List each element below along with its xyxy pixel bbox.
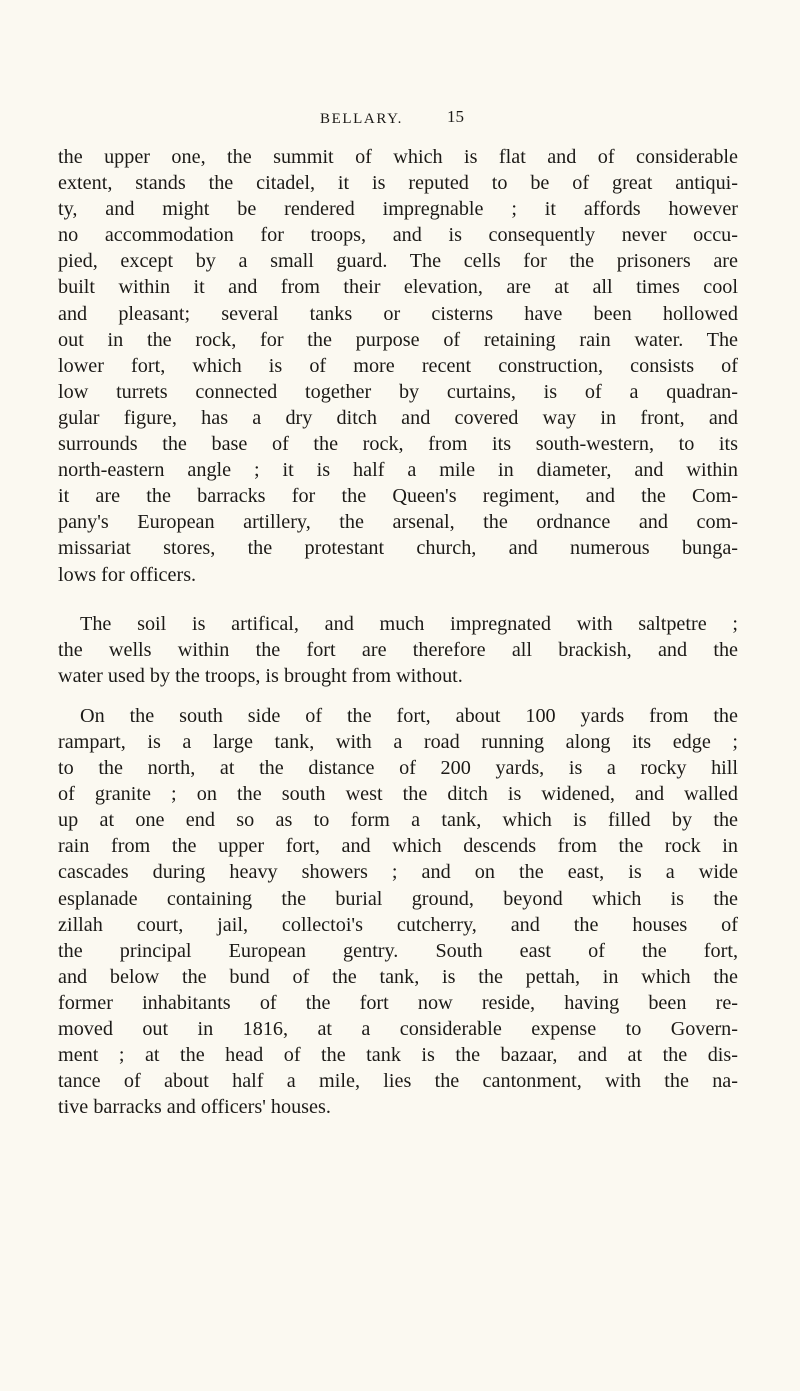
text-line: The soil is artifical, and much impregnated with saltpetre ; (80, 612, 738, 635)
text-line: zillah court, jail, collectoi's cutcherry, and the houses of (58, 913, 738, 936)
body-text (58, 144, 738, 1120)
text-line: lower fort, which is of more recent construction, consists of (58, 354, 738, 377)
text-line: gular figure, has a dry ditch and covered way in front, and (58, 406, 738, 429)
text-line: and below the bund of the tank, is the pettah, in which the (58, 965, 738, 988)
paragraph-gap (58, 588, 738, 611)
paragraph-gap (58, 689, 738, 703)
text-line: the principal European gentry. South east of the fort, (58, 939, 738, 962)
text-line: water used by the troops, is brought from without. (58, 664, 463, 687)
text-line: to the north, at the distance of 200 yards, is a rocky hill (58, 757, 738, 780)
text-line: tance of about half a mile, lies the cantonment, with the na- (58, 1070, 738, 1093)
text-line: missariat stores, the protestant church, and numerous bunga- (58, 537, 738, 560)
text-line: built within it and from their elevation, are at all times cool (58, 276, 738, 299)
text-line: up at one end so as to form a tank, which is filled by the (58, 809, 738, 832)
text-line: pied, except by a small guard. The cells for the prisoners are (58, 250, 738, 273)
text-line: tive barracks and officers' houses. (58, 1096, 331, 1119)
text-line: low turrets connected together by curtains, is of a quadran- (58, 380, 738, 403)
paragraph-citadel-and-lower-fort (58, 144, 738, 588)
text-line: pany's European artillery, the arsenal, the ordnance and com- (58, 511, 738, 534)
text-line: On the south side of the fort, about 100 yards from the (80, 704, 738, 727)
text-line: extent, stands the citadel, it is reputed to be of great antiqui- (58, 172, 738, 195)
text-line: ty, and might be rendered impregnable ; it affords however (58, 198, 738, 221)
text-line: lows for officers. (58, 563, 197, 586)
text-line: it are the barracks for the Queen's regiment, and the Com- (58, 485, 738, 508)
running-title: BELLARY. (320, 111, 403, 127)
text-line: former inhabitants of the fort now reside, having been re- (58, 991, 738, 1014)
page-number: 15 (447, 107, 464, 126)
text-line: the upper one, the summit of which is flat and of considerable (58, 146, 738, 168)
running-head (0, 107, 800, 135)
text-line: out in the rock, for the purpose of retaining rain water. The (58, 328, 738, 351)
text-line: and pleasant; several tanks or cisterns have been hollowed (58, 302, 738, 325)
text-line: rain from the upper fort, and which descends from the rock in (58, 835, 738, 858)
text-line: esplanade containing the burial ground, beyond which is the (58, 887, 738, 910)
text-line: the wells within the fort are therefore all brackish, and the (58, 638, 738, 661)
text-line: of granite ; on the south west the ditch is widened, and walled (58, 783, 738, 806)
paragraph-surroundings (58, 703, 738, 1121)
paragraph-soil-and-wells (58, 611, 738, 689)
text-line: moved out in 1816, at a considerable expense to Govern- (58, 1018, 738, 1040)
text-line: rampart, is a large tank, with a road running along its edge ; (58, 730, 738, 753)
text-line: no accommodation for troops, and is consequently never occu- (58, 224, 738, 247)
text-line: surrounds the base of the rock, from its south-western, to its (58, 433, 738, 456)
text-line: cascades during heavy showers ; and on the east, is a wide (58, 861, 738, 884)
text-line: north-eastern angle ; it is half a mile in diameter, and within (58, 459, 738, 482)
text-line: ment ; at the head of the tank is the bazaar, and at the dis- (58, 1044, 738, 1067)
